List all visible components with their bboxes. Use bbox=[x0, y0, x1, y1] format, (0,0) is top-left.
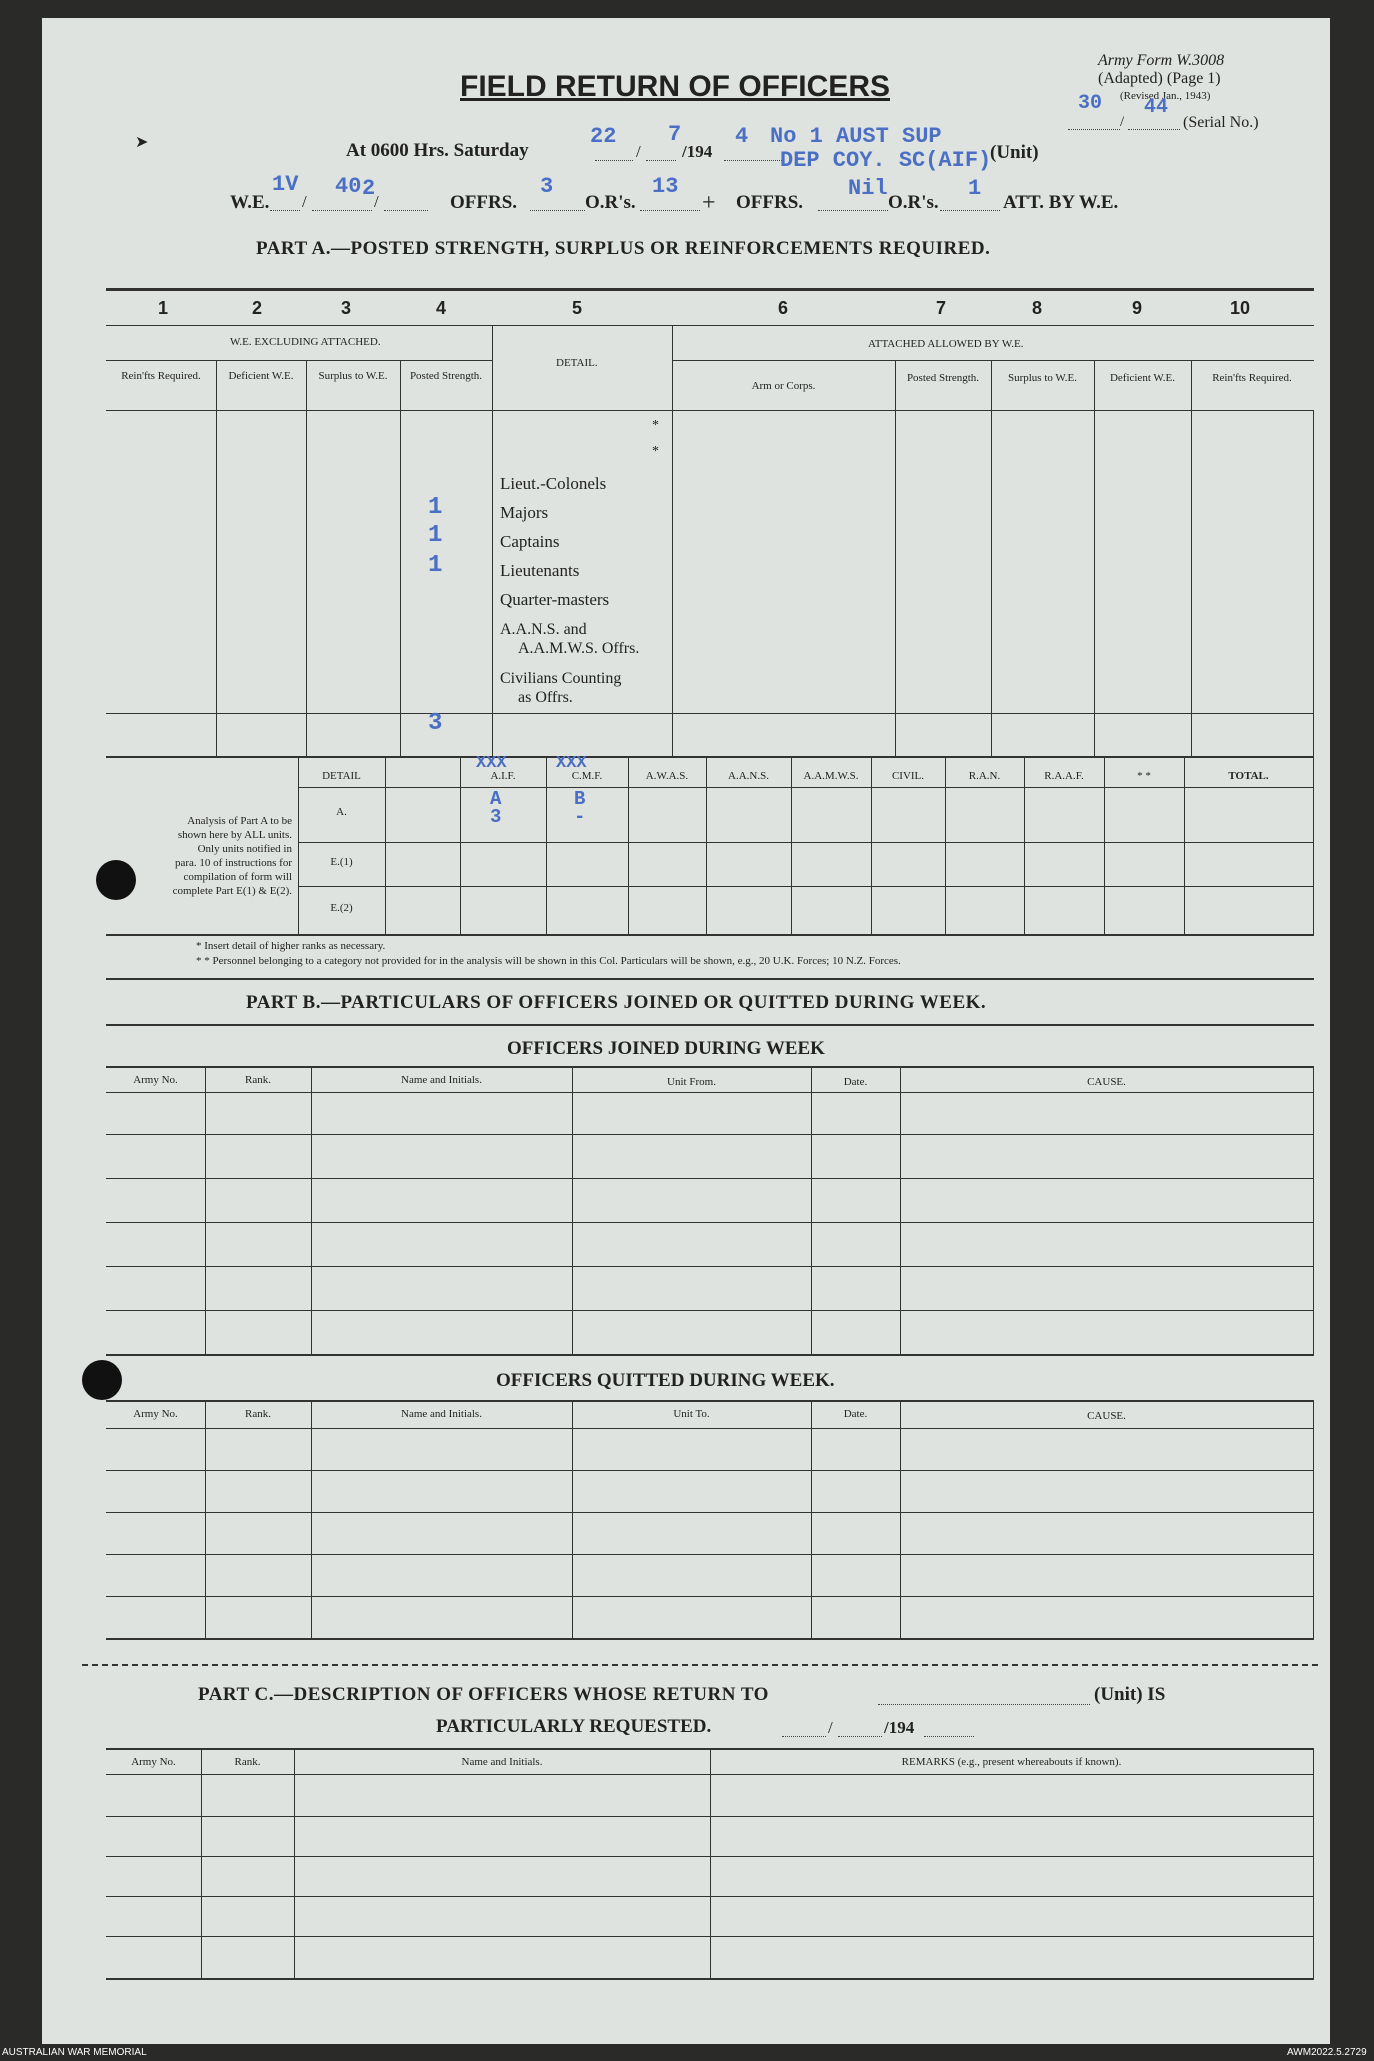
joined-bottom-rule bbox=[106, 1354, 1314, 1356]
analysis-row-e2: E.(2) bbox=[330, 902, 353, 914]
serial-blank-1 bbox=[1068, 129, 1120, 130]
posted-total-value: 3 bbox=[428, 710, 443, 737]
attached-allowed-label: ATTACHED ALLOWED BY W.E. bbox=[868, 338, 1024, 350]
serial-blank-2 bbox=[1128, 129, 1180, 130]
col-surplus-header: Surplus to W.E. bbox=[318, 370, 388, 382]
we-slash-1: / bbox=[302, 192, 307, 211]
joined-col-name: Name and Initials. bbox=[401, 1074, 482, 1086]
we-label: W.E. bbox=[230, 192, 270, 213]
analysis-col-2 bbox=[460, 758, 461, 934]
col-arm-corps-header: Arm or Corps. bbox=[751, 380, 816, 392]
part-c-year-blank bbox=[924, 1736, 974, 1737]
typed-aif-a-count: 3 bbox=[490, 806, 502, 828]
we-blank-1 bbox=[270, 210, 300, 211]
we-blank-3 bbox=[384, 210, 428, 211]
ors-att-value: 1 bbox=[968, 176, 982, 201]
part-c-requested: PARTICULARLY REQUESTED. bbox=[436, 1716, 712, 1737]
quitted-col-line bbox=[1313, 1400, 1314, 1638]
quitted-col-army-no: Army No. bbox=[133, 1408, 178, 1420]
quitted-col-unit-to: Unit To. bbox=[673, 1408, 710, 1420]
quitted-header-rule bbox=[106, 1428, 1314, 1429]
col-number-9: 9 bbox=[1132, 298, 1143, 318]
ink-mark: ➤ bbox=[135, 134, 149, 151]
col5-left-line bbox=[492, 325, 493, 756]
col-number-4: 4 bbox=[436, 298, 447, 318]
analysis-header-civil: CIVIL. bbox=[891, 770, 925, 782]
note-line-1: Analysis of Part A to be bbox=[187, 815, 292, 827]
offrs-att-label: OFFRS. bbox=[736, 192, 804, 213]
rank-lieutenants: Lieutenants bbox=[500, 561, 580, 580]
analysis-col-3 bbox=[546, 758, 547, 934]
col-number-6: 6 bbox=[778, 298, 789, 318]
quitted-col-line bbox=[205, 1400, 206, 1638]
part-c-slash: / bbox=[828, 1718, 833, 1737]
analysis-col-9 bbox=[1024, 758, 1025, 934]
typed-cmf-b-count: - bbox=[574, 806, 586, 828]
col-number-1: 1 bbox=[158, 298, 169, 318]
joined-col-cause: CAUSE. bbox=[1087, 1076, 1126, 1088]
typed-aif-header: XXX bbox=[476, 754, 507, 773]
joined-title: OFFICERS JOINED DURING WEEK bbox=[507, 1038, 825, 1059]
col-number-5: 5 bbox=[572, 298, 583, 318]
att-by-we-label: ATT. BY W.E. bbox=[1003, 192, 1119, 213]
analysis-header-aans: A.A.N.S. bbox=[728, 770, 769, 782]
col-posted-header: Posted Strength. bbox=[409, 370, 483, 382]
quitted-row-rule bbox=[106, 1470, 1314, 1471]
analysis-col-6 bbox=[791, 758, 792, 934]
col-number-3: 3 bbox=[341, 298, 352, 318]
quitted-row-rule bbox=[106, 1554, 1314, 1555]
detail-label: DETAIL. bbox=[556, 357, 598, 369]
footer-strip bbox=[0, 2044, 1374, 2061]
punch-hole-1 bbox=[96, 860, 136, 900]
year-prefix: /194 bbox=[682, 142, 713, 161]
unit-typed-line2: DEP COY. SC(AIF) bbox=[780, 148, 992, 173]
day-value: 22 bbox=[590, 124, 617, 149]
quitted-col-name: Name and Initials. bbox=[401, 1408, 482, 1420]
part-a-title: PART A.—POSTED STRENGTH, SURPLUS OR REINFORCEMENTS REQUIRED. bbox=[256, 238, 991, 259]
col10-line bbox=[1191, 360, 1192, 756]
unit-label: (Unit) bbox=[990, 142, 1039, 163]
part-c-unit-is: (Unit) IS bbox=[1094, 1684, 1166, 1705]
analysis-col-11 bbox=[1184, 758, 1185, 934]
quitted-col-line bbox=[572, 1400, 573, 1638]
footnote-2: * * Personnel belonging to a category not provided for in the analysis will be shown in this Col. Particulars will be shown, e.g., 20 U.K. Forces; 10 N.Z. Forces. bbox=[196, 955, 901, 967]
unit-typed-line1: No 1 AUST SUP bbox=[770, 124, 942, 149]
punch-hole-2 bbox=[82, 1360, 122, 1400]
part-c-col-remarks: REMARKS (e.g., present whereabouts if known). bbox=[901, 1756, 1122, 1768]
analysis-col-10 bbox=[1104, 758, 1105, 934]
analysis-col-5 bbox=[706, 758, 707, 934]
we-excl-rule bbox=[106, 360, 492, 361]
analysis-header-ran: R.A.N. bbox=[968, 770, 1001, 782]
form-title: FIELD RETURN OF OFFICERS bbox=[460, 70, 890, 103]
quitted-row-rule bbox=[106, 1596, 1314, 1597]
typed-cmf-header: XXX bbox=[556, 754, 587, 773]
year-blank bbox=[724, 160, 784, 161]
analysis-header-raaf: R.A.A.F. bbox=[1044, 770, 1084, 782]
ors-att-blank bbox=[940, 210, 1000, 211]
part-b-title: PART B.—PARTICULARS OF OFFICERS JOINED OR QUITTED DURING WEEK. bbox=[246, 992, 987, 1013]
serial-slash: / bbox=[1120, 114, 1125, 130]
col-deficient2-header: Deficient W.E. bbox=[1109, 372, 1176, 384]
month-blank bbox=[646, 160, 676, 161]
rank-aans-line2: A.A.M.W.S. Offrs. bbox=[518, 640, 640, 657]
joined-col-line bbox=[572, 1066, 573, 1354]
col-number-2: 2 bbox=[252, 298, 263, 318]
col-posted2-header: Posted Strength. bbox=[906, 372, 980, 384]
part-c-col-rank: Rank. bbox=[234, 1756, 261, 1768]
analysis-col-12 bbox=[1313, 758, 1314, 934]
quitted-col-cause: CAUSE. bbox=[1087, 1410, 1126, 1422]
analysis-row-a-rule bbox=[298, 842, 1314, 843]
analysis-header-rule bbox=[298, 787, 1314, 788]
quitted-bottom-rule bbox=[106, 1638, 1314, 1640]
col-number-7: 7 bbox=[936, 298, 947, 318]
joined-top-rule bbox=[106, 1066, 1314, 1068]
analysis-col-1 bbox=[385, 758, 386, 934]
we-value-2: 40 bbox=[335, 174, 362, 199]
at-hrs-label: At 0600 Hrs. Saturday bbox=[346, 140, 529, 161]
note-line-2: shown here by ALL units. bbox=[177, 829, 292, 841]
part-c-year: /194 bbox=[884, 1718, 915, 1737]
note-line-6: complete Part E(1) & E(2). bbox=[172, 885, 292, 897]
posted-majors-value: 1 bbox=[428, 494, 443, 521]
rank-majors: Majors bbox=[500, 503, 549, 522]
we-value-3: 2 bbox=[362, 176, 376, 201]
quitted-col-date: Date. bbox=[843, 1408, 868, 1420]
quitted-top-rule bbox=[106, 1400, 1314, 1402]
analysis-header-total: TOTAL. bbox=[1228, 770, 1269, 782]
part-c-col-line bbox=[1313, 1748, 1314, 1978]
quitted-col-rank: Rank. bbox=[245, 1408, 271, 1420]
quitted-col-line bbox=[311, 1400, 312, 1638]
analysis-header-other: * * bbox=[1137, 770, 1151, 782]
col-surplus2-header: Surplus to W.E. bbox=[1007, 372, 1078, 384]
part-c-col-line bbox=[294, 1748, 295, 1978]
joined-row-rule bbox=[106, 1266, 1314, 1267]
rank-quarter-masters: Quarter-masters bbox=[500, 590, 610, 609]
col4-line bbox=[400, 360, 401, 756]
typed-cmf-b: B bbox=[574, 788, 586, 810]
adapted-label: (Adapted) (Page 1) bbox=[1098, 70, 1221, 87]
joined-col-line bbox=[900, 1066, 901, 1354]
rank-captains: Captains bbox=[500, 532, 560, 551]
right-edge-line bbox=[1313, 410, 1314, 756]
col-number-8: 8 bbox=[1032, 298, 1043, 318]
part-c-col-line bbox=[201, 1748, 202, 1978]
col2-line bbox=[216, 360, 217, 756]
offrs-blank bbox=[530, 210, 585, 211]
joined-row-rule bbox=[106, 1222, 1314, 1223]
form-paper bbox=[42, 18, 1330, 2044]
army-form-label: Army Form W.3008 bbox=[1098, 52, 1225, 69]
month-value: 7 bbox=[668, 122, 682, 147]
revised-label: (Revised Jan., 1943) bbox=[1120, 90, 1211, 102]
we-value-1: 1V bbox=[272, 172, 299, 197]
offrs-label: OFFRS. bbox=[450, 192, 518, 213]
joined-row-rule bbox=[106, 1178, 1314, 1179]
part-c-bottom-rule bbox=[106, 1978, 1314, 1980]
analysis-col-4 bbox=[628, 758, 629, 934]
joined-row-rule bbox=[106, 1310, 1314, 1311]
serial-no-label: (Serial No.) bbox=[1183, 114, 1259, 131]
ors-value: 13 bbox=[652, 174, 679, 199]
part-b-title-rule bbox=[106, 1024, 1314, 1026]
analysis-bottom-rule bbox=[106, 934, 1314, 936]
analysis-header-cmf: C.M.F. bbox=[571, 770, 603, 782]
analysis-col-8 bbox=[945, 758, 946, 934]
col9-line bbox=[1094, 360, 1095, 756]
analysis-row-e1-rule bbox=[298, 886, 1314, 887]
col-reinfts2-header: Rein'fts Required. bbox=[1212, 372, 1292, 384]
col3-line bbox=[306, 360, 307, 756]
part-c-unit-blank bbox=[878, 1704, 1090, 1705]
ors-blank bbox=[640, 210, 700, 211]
analysis-header-awas: A.W.A.S. bbox=[645, 770, 689, 782]
date-slash: / bbox=[636, 142, 641, 161]
serial-typed-part1: 30 bbox=[1078, 92, 1103, 115]
posted-lieutenants-value: 1 bbox=[428, 552, 443, 579]
offrs-value: 3 bbox=[540, 174, 554, 199]
analysis-row-e1: E.(1) bbox=[330, 856, 353, 868]
analysis-row-a: A. bbox=[336, 806, 347, 818]
joined-col-line bbox=[205, 1066, 206, 1354]
rank-civilians-line1: Civilians Counting bbox=[500, 670, 622, 687]
analysis-header-aif: A.I.F. bbox=[490, 770, 516, 782]
col-deficient-header: Deficient W.E. bbox=[228, 370, 294, 382]
serial-typed-part2: 44 bbox=[1144, 96, 1169, 119]
part-a-total-rule bbox=[106, 713, 1314, 714]
col8-line bbox=[991, 360, 992, 756]
part-a-colnum-rule bbox=[106, 325, 1314, 326]
analysis-header-aamws: A.A.M.W.S. bbox=[803, 770, 859, 782]
ors-label: O.R's. bbox=[585, 192, 636, 213]
year-digit: 4 bbox=[735, 124, 749, 149]
offrs-att-value: Nil bbox=[848, 176, 888, 201]
joined-col-line bbox=[1313, 1066, 1314, 1354]
rank-aans-line1: A.A.N.S. and bbox=[500, 621, 587, 638]
joined-col-rank: Rank. bbox=[245, 1074, 271, 1086]
joined-col-unit-from: Unit From. bbox=[667, 1076, 716, 1088]
analysis-header-detail: DETAIL bbox=[322, 770, 361, 782]
cut-line bbox=[82, 1664, 1318, 1666]
col-number-10: 10 bbox=[1230, 298, 1251, 318]
footnote-1: * Insert detail of higher ranks as necessary. bbox=[196, 940, 386, 952]
note-line-3: Only units notified in bbox=[197, 843, 292, 855]
star-marker-2: * bbox=[652, 444, 659, 459]
part-c-col-line bbox=[710, 1748, 711, 1978]
part-a-header-rule bbox=[106, 410, 1314, 411]
typed-aif-a: A bbox=[490, 788, 502, 810]
note-line-4: para. 10 of instructions for bbox=[175, 857, 292, 869]
quitted-title: OFFICERS QUITTED DURING WEEK. bbox=[496, 1370, 835, 1391]
we-slash-2: / bbox=[374, 192, 379, 211]
day-blank bbox=[595, 160, 633, 161]
footer-right: AWM2022.5.2729 bbox=[1287, 2047, 1367, 2058]
footer-left: AUSTRALIAN WAR MEMORIAL bbox=[2, 2047, 147, 2058]
note-line-5: compilation of form will bbox=[183, 871, 292, 883]
analysis-col-7 bbox=[871, 758, 872, 934]
joined-row-rule bbox=[106, 1134, 1314, 1135]
part-c-title: PART C.—DESCRIPTION OF OFFICERS WHOSE RETURN TO bbox=[198, 1684, 769, 1705]
offrs-att-blank bbox=[818, 210, 888, 211]
joined-col-date: Date. bbox=[843, 1076, 868, 1088]
rank-civilians-line2: as Offrs. bbox=[518, 689, 573, 706]
star-marker-1: * bbox=[652, 418, 659, 433]
posted-captains-value: 1 bbox=[428, 522, 443, 549]
rank-lieut-colonels: Lieut.-Colonels bbox=[500, 474, 607, 493]
quitted-row-rule bbox=[106, 1512, 1314, 1513]
part-c-col-army-no: Army No. bbox=[131, 1756, 176, 1768]
part-c-day-blank bbox=[782, 1736, 826, 1737]
joined-col-army-no: Army No. bbox=[133, 1074, 178, 1086]
part-c-month-blank bbox=[838, 1736, 882, 1737]
attached-rule bbox=[672, 360, 1314, 361]
part-a-top-rule bbox=[106, 288, 1314, 291]
plus-sign: + bbox=[702, 190, 716, 216]
quitted-col-line bbox=[811, 1400, 812, 1638]
part-b-top-rule bbox=[106, 978, 1314, 980]
quitted-col-line bbox=[900, 1400, 901, 1638]
joined-header-rule bbox=[106, 1092, 1314, 1093]
part-a-bottom-rule bbox=[106, 756, 1314, 758]
part-c-col-name: Name and Initials. bbox=[461, 1756, 543, 1768]
we-excluding-attached-label: W.E. EXCLUDING ATTACHED. bbox=[230, 336, 381, 348]
col-reinfts-header: Rein'fts Required. bbox=[121, 370, 201, 382]
analysis-note bbox=[112, 814, 292, 898]
col7-line bbox=[895, 360, 896, 756]
ors-att-label: O.R's. bbox=[888, 192, 939, 213]
joined-col-line bbox=[811, 1066, 812, 1354]
we-blank-2 bbox=[312, 210, 372, 211]
joined-col-line bbox=[311, 1066, 312, 1354]
